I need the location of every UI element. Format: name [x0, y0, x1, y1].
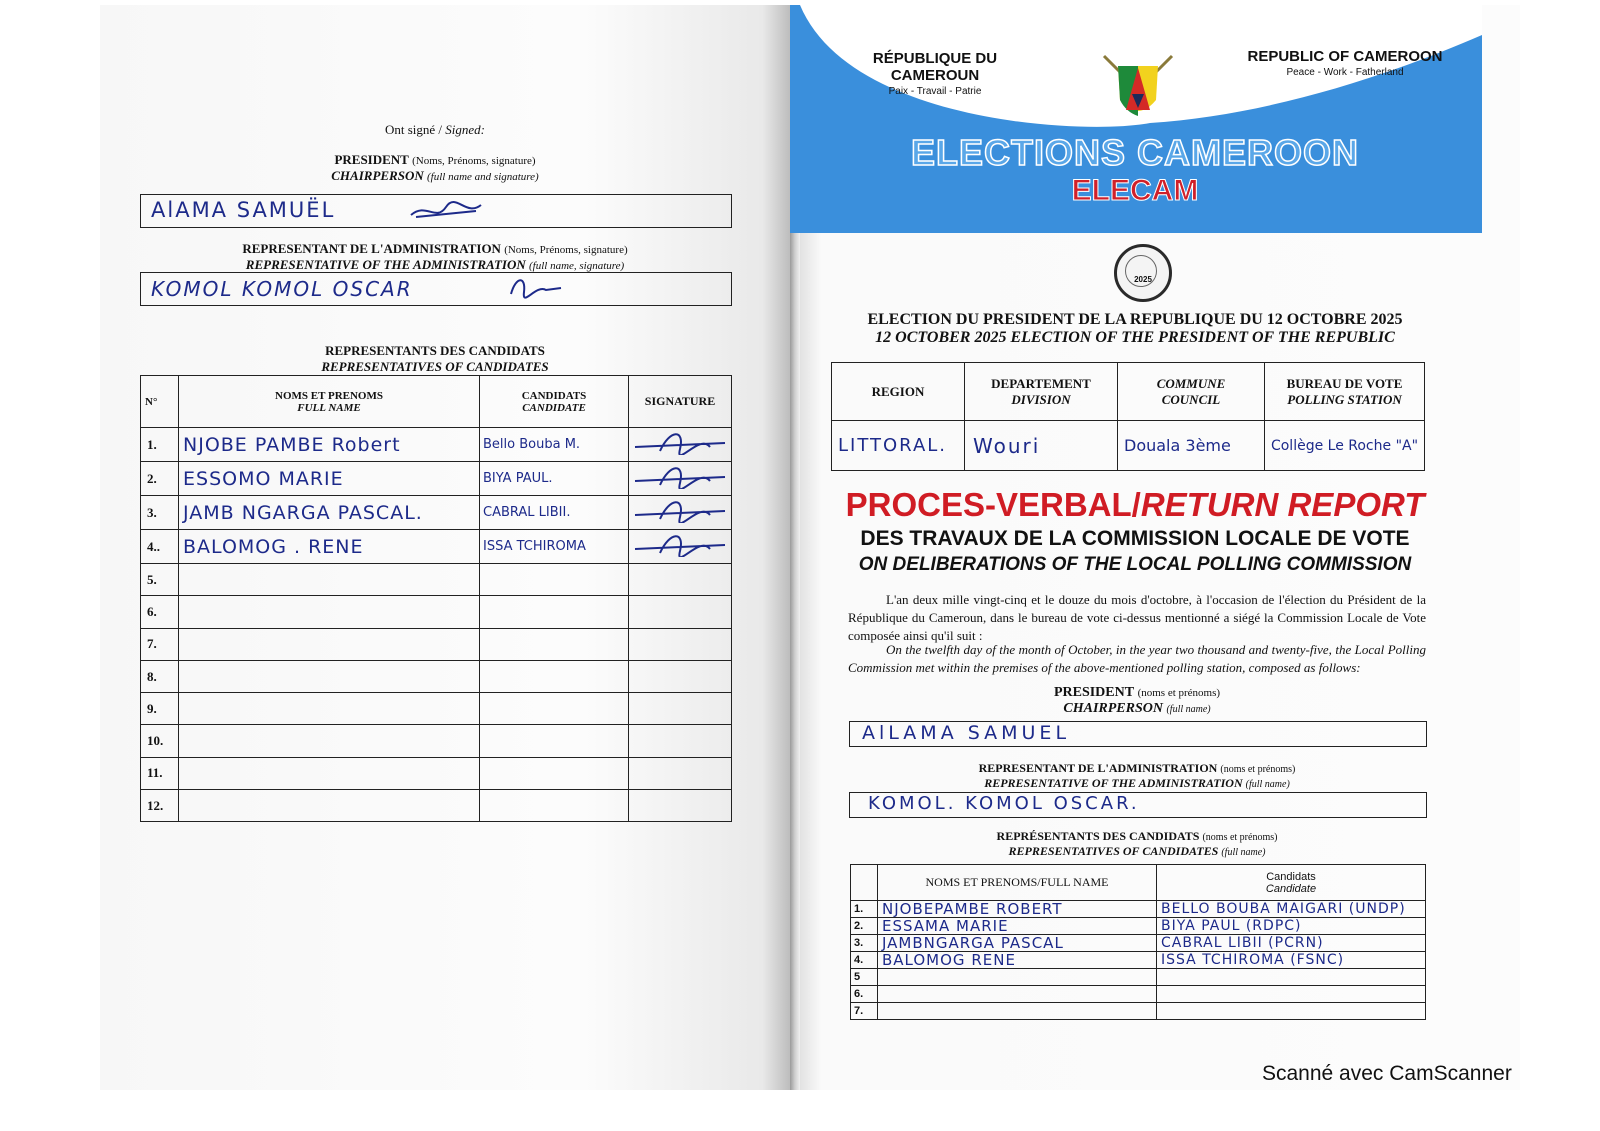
r-candidates-note-fr: (noms et prénoms) [1202, 832, 1278, 843]
candidates-title-en: REPRESENTATIVES OF CANDIDATES [321, 359, 549, 374]
right-candidates-table [850, 864, 1426, 1020]
row-number: 3. [141, 496, 179, 530]
chairperson-title-en: CHAIRPERSON [331, 168, 424, 183]
signed-heading [140, 122, 730, 138]
representative-name-cell[interactable]: ESSOMO MARIE [179, 462, 480, 496]
left-admin-field[interactable] [140, 272, 732, 306]
representative-name-cell[interactable]: BALOMOG . RENE [179, 530, 480, 564]
r-col-no [851, 865, 878, 901]
republic-fr [830, 50, 1040, 97]
report-subtitle-fr: DES TRAVAUX DE LA COMMISSION LOCALE DE VOTE [860, 527, 1410, 550]
r-col-cand-en: Candidate [1265, 882, 1317, 895]
r-admin-note-en: (full name) [1245, 779, 1290, 790]
col-no: N° [141, 376, 179, 428]
left-president-heading [140, 152, 730, 184]
row-number: 3. [851, 935, 878, 952]
hdr-polling-station [1265, 363, 1425, 421]
right-president-field[interactable] [849, 721, 1427, 747]
candidate-cell[interactable]: CABRAL LIBII (PCRN) [1157, 935, 1426, 952]
motto-en: Peace - Work - Fatherland [1286, 67, 1404, 78]
row-number: 1. [851, 901, 878, 918]
signed-label-en: Signed: [445, 122, 486, 137]
right-candidates-heading [848, 829, 1426, 859]
signature-cell[interactable] [629, 462, 732, 496]
row-number: 8. [141, 660, 179, 692]
election-title-en: 12 OCTOBER 2025 ELECTION OF THE PRESIDENT OF THE REPUBLIC [875, 329, 1395, 346]
location-table [831, 362, 1425, 471]
r-candidates-note-en: (full name) [1221, 847, 1266, 858]
table-row [141, 428, 732, 462]
admin-note-fr: (Noms, Prénoms, signature) [504, 244, 628, 256]
signature-icon [630, 463, 730, 489]
election-title [830, 311, 1440, 347]
representative-name-cell[interactable]: JAMBNGARGA PASCAL [878, 935, 1157, 952]
table-row [851, 952, 1426, 969]
signature-cell[interactable] [629, 628, 732, 660]
table-header-row [141, 376, 732, 428]
candidate-cell[interactable] [480, 564, 629, 596]
row-number: 5. [141, 564, 179, 596]
election-title-fr: ELECTION DU PRESIDENT DE LA REPUBLIQUE DU 12 OCTOBRE 2025 [867, 311, 1403, 328]
value-region[interactable]: LITTORAL. [832, 421, 965, 471]
signature-cell[interactable] [629, 564, 732, 596]
report-title-en: RETURN REPORT [1140, 486, 1425, 523]
representative-name-cell[interactable] [179, 628, 480, 660]
table-row [141, 530, 732, 564]
r-col-cand-fr: Candidats [1266, 870, 1316, 883]
representative-name-cell[interactable] [878, 969, 1157, 986]
admin-signature-icon [506, 274, 566, 304]
location-header-row [832, 363, 1425, 421]
table-row [141, 725, 732, 757]
r-president-note-fr: (noms et prénoms) [1137, 687, 1221, 699]
table-row [141, 790, 732, 822]
representative-name-cell[interactable] [179, 693, 480, 725]
motto-fr: Paix - Travail - Patrie [888, 86, 982, 97]
representative-name-cell[interactable]: NJOBE PAMBE Robert [179, 428, 480, 462]
republic-en [1245, 48, 1445, 78]
admin-title-fr: REPRESENTANT DE L'ADMINISTRATION [242, 241, 501, 256]
left-candidates-heading [140, 343, 730, 375]
row-number: 12. [141, 790, 179, 822]
representative-name-cell[interactable] [179, 725, 480, 757]
coat-of-arms-icon [1098, 50, 1178, 125]
left-admin-heading [140, 241, 730, 273]
candidate-cell[interactable]: ISSA TCHIROMA [480, 530, 629, 564]
row-number: 11. [141, 757, 179, 789]
candidate-cell[interactable] [480, 660, 629, 692]
seal-year: 2025 [1134, 275, 1152, 284]
col-cand-fr: CANDIDATS [521, 389, 587, 402]
r-president-title-fr: PRESIDENT [1053, 685, 1135, 700]
table-row [141, 596, 732, 628]
right-admin-heading [848, 761, 1426, 791]
hdr-division-fr: DEPARTEMENT [991, 375, 1091, 391]
r-chairperson-note-en: (full name) [1166, 704, 1211, 715]
hdr-council-fr: COMMUNE [1156, 375, 1226, 391]
row-number: 2. [851, 918, 878, 935]
candidate-cell[interactable] [1157, 1003, 1426, 1020]
representative-name-cell[interactable]: NJOBEPAMBE ROBERT [878, 901, 1157, 918]
row-number: 5 [851, 969, 878, 986]
candidate-cell[interactable]: CABRAL LIBII. [480, 496, 629, 530]
report-title-fr: PROCES-VERBAL/ [845, 486, 1141, 523]
candidate-cell[interactable] [480, 790, 629, 822]
left-admin-value: KOMOL KOMOL OSCAR [151, 277, 413, 301]
signature-icon [630, 531, 730, 557]
president-title-fr: PRESIDENT [334, 152, 409, 167]
intro-text-en: On the twelfth day of the month of October, in the year two thousand and twenty-five, the Local Polling Commission met within the premises of the above-mentioned polling station, composed as follows: [848, 642, 1426, 675]
row-number: 7. [141, 628, 179, 660]
candidate-cell[interactable] [480, 693, 629, 725]
org-acronym: ELECAM [1071, 174, 1199, 207]
hdr-region [832, 363, 965, 421]
candidate-cell[interactable] [480, 757, 629, 789]
signature-cell[interactable] [629, 725, 732, 757]
col-signature: SIGNATURE [629, 376, 732, 428]
left-president-field[interactable] [140, 194, 732, 228]
candidate-cell[interactable]: BIYA PAUL. [480, 462, 629, 496]
col-name-en: FULL NAME [297, 401, 361, 414]
left-candidates-table [140, 375, 732, 822]
candidate-cell[interactable] [480, 596, 629, 628]
row-number: 2. [141, 462, 179, 496]
table-row [851, 969, 1426, 986]
col-name [179, 376, 480, 428]
signature-cell[interactable] [629, 757, 732, 789]
candidate-cell[interactable]: Bello Bouba M. [480, 428, 629, 462]
row-number: 4.. [141, 530, 179, 564]
signed-label-fr: Ont signé / [384, 122, 443, 137]
table-row [141, 757, 732, 789]
candidate-cell[interactable]: ISSA TCHIROMA (FSNC) [1157, 952, 1426, 969]
hdr-division-en: DIVISION [1011, 391, 1071, 407]
right-president-value: AlLAMA SAMUEL [862, 722, 1071, 744]
candidate-cell[interactable] [480, 628, 629, 660]
hdr-station-fr: BUREAU DE VOTE [1286, 375, 1403, 391]
col-candidate [480, 376, 629, 428]
table-row [851, 986, 1426, 1003]
candidate-cell[interactable] [1157, 969, 1426, 986]
chairperson-note-en: (full name and signature) [427, 171, 539, 183]
signature-cell[interactable] [629, 790, 732, 822]
row-number: 9. [141, 693, 179, 725]
table-row [141, 496, 732, 530]
left-president-value: AlAMA SAMUËL [151, 198, 336, 222]
right-admin-field[interactable] [849, 792, 1427, 818]
value-council[interactable]: Douala 3ème [1118, 421, 1265, 471]
row-number: 4. [851, 952, 878, 969]
signature-cell[interactable] [629, 660, 732, 692]
table-row [141, 660, 732, 692]
table-row [141, 462, 732, 496]
r-candidates-title-fr: REPRÉSENTANTS DES CANDIDATS [996, 829, 1200, 843]
r-admin-title-fr: REPRESENTANT DE L'ADMINISTRATION [978, 761, 1218, 775]
row-number: 7. [851, 1003, 878, 1020]
row-number: 1. [141, 428, 179, 462]
admin-note-en: (full name, signature) [528, 260, 625, 272]
hdr-region-fr: REGION [871, 383, 925, 399]
intro-text-fr: L'an deux mille vingt-cinq et le douze du mois d'octobre, à l'occasion de l'élection du Président de la République du Cameroun, dans le bureau de vote ci-dessus mentionné a siégé la Commission Locale de Vote composée ainsi qu'il suit : [848, 592, 1426, 643]
admin-title-en: REPRESENTATIVE OF THE ADMINISTRATION [245, 257, 526, 272]
table-row [141, 564, 732, 596]
r-table-header-row [851, 865, 1426, 901]
value-polling-station[interactable]: Collège Le Roche "A" [1265, 421, 1425, 471]
right-admin-value: KOMOL. KOMOL OSCAR. [868, 793, 1140, 814]
row-number: 6. [851, 986, 878, 1003]
r-chairperson-title-en: CHAIRPERSON [1063, 701, 1163, 716]
representative-name-cell[interactable] [878, 986, 1157, 1003]
r-col-name: NOMS ET PRENOMS/FULL NAME [878, 865, 1157, 901]
signature-cell[interactable] [629, 693, 732, 725]
report-title [830, 486, 1440, 524]
org-name: ELECTIONS CAMEROON [910, 132, 1359, 173]
r-col-candidate [1157, 865, 1426, 901]
signature-cell[interactable] [629, 496, 732, 530]
table-row [141, 628, 732, 660]
republic-en-text: REPUBLIC OF CAMEROON [1247, 48, 1443, 65]
hdr-division [965, 363, 1118, 421]
r-candidates-title-en: REPRESENTATIVES OF CANDIDATES [1008, 844, 1219, 858]
location-values-row [832, 421, 1425, 471]
candidate-cell[interactable]: BELLO BOUBA MAIGARI (UNDP) [1157, 901, 1426, 918]
camscanner-watermark: Scanné avec CamScanner [1262, 1062, 1512, 1085]
signature-icon [630, 497, 730, 523]
president-note-fr: (Noms, Prénoms, signature) [412, 155, 536, 167]
hdr-council-en: COUNCIL [1161, 391, 1221, 407]
representative-name-cell[interactable] [878, 1003, 1157, 1020]
president-signature-icon [406, 197, 486, 225]
representative-name-cell[interactable] [179, 757, 480, 789]
candidate-cell[interactable] [480, 725, 629, 757]
hdr-council [1118, 363, 1265, 421]
table-row [851, 918, 1426, 935]
representative-name-cell[interactable] [179, 660, 480, 692]
hdr-station-en: POLLING STATION [1287, 391, 1402, 407]
table-row [851, 1003, 1426, 1020]
signature-cell[interactable] [629, 596, 732, 628]
col-cand-en: CANDIDATE [522, 401, 586, 414]
representative-name-cell[interactable]: BALOMOG RENE [878, 952, 1157, 969]
table-row [851, 901, 1426, 918]
row-number: 10. [141, 725, 179, 757]
value-division[interactable]: Wouri [965, 421, 1118, 471]
representative-name-cell[interactable]: JAMB NGARGA PASCAL. [179, 496, 480, 530]
representative-name-cell[interactable] [179, 564, 480, 596]
signature-cell[interactable] [629, 428, 732, 462]
representative-name-cell[interactable] [179, 596, 480, 628]
signature-icon [630, 429, 730, 455]
representative-name-cell[interactable] [179, 790, 480, 822]
republic-fr-text: RÉPUBLIQUE DU CAMEROUN [872, 50, 998, 84]
col-name-fr: NOMS ET PRENOMS [275, 389, 383, 402]
r-admin-title-en: REPRESENTATIVE OF THE ADMINISTRATION [984, 776, 1243, 790]
report-subtitle-en: ON DELIBERATIONS OF THE LOCAL POLLING COMMISSION [858, 554, 1412, 575]
candidate-cell[interactable]: BIYA PAUL (RDPC) [1157, 918, 1426, 935]
table-row [141, 693, 732, 725]
r-admin-note-fr: (noms et prénoms) [1220, 764, 1296, 775]
signature-cell[interactable] [629, 530, 732, 564]
table-row [851, 935, 1426, 952]
candidate-cell[interactable] [1157, 986, 1426, 1003]
representative-name-cell[interactable]: ESSAMA MARIE [878, 918, 1157, 935]
right-president-heading [848, 685, 1426, 717]
elecam-seal-icon [1114, 244, 1172, 302]
candidates-title-fr: REPRESENTANTS DES CANDIDATS [325, 343, 545, 358]
row-number: 6. [141, 596, 179, 628]
